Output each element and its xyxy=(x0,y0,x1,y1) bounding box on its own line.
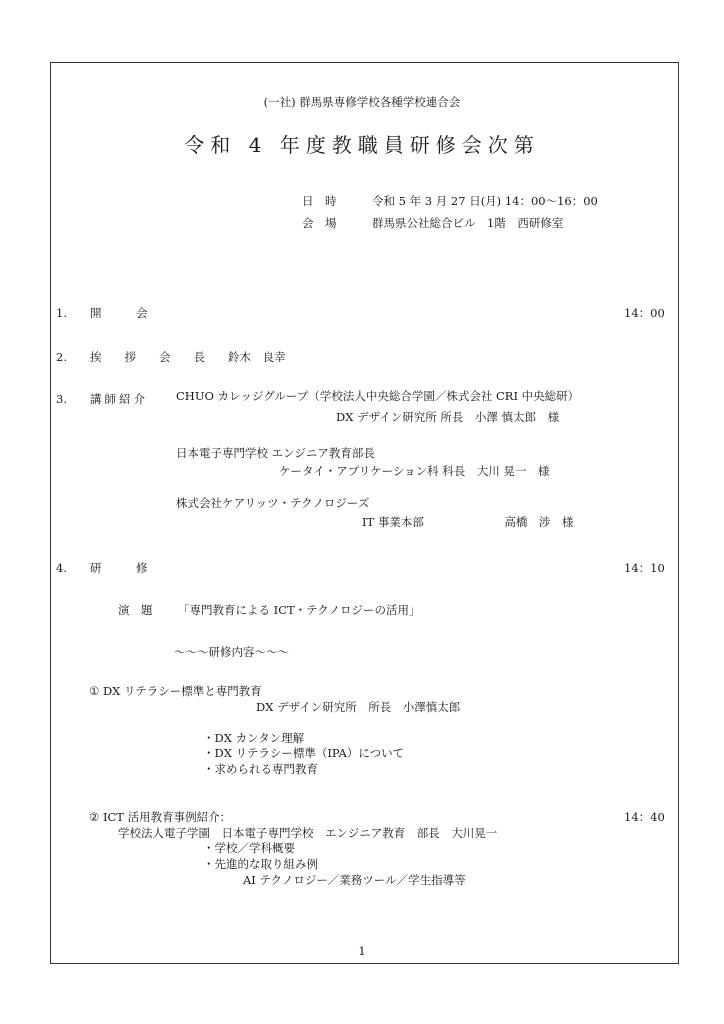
session-speaker: DX デザイン研究所 所長 小澤慎太郎 xyxy=(256,700,461,714)
agenda-label: 講師紹介 xyxy=(90,392,148,406)
agenda-label: 挨 拶 会 長 鈴木 良幸 xyxy=(90,350,286,364)
lecturer-name: IT 事業本部 高橋 涉 様 xyxy=(362,515,574,529)
agenda-time: 14：10 xyxy=(624,561,665,575)
session-bullet: ・学校／学科概要 xyxy=(203,841,295,855)
venue-label: 会 場 xyxy=(302,216,337,230)
session-title: ① DX リテラシー標準と専門教育 xyxy=(89,684,262,698)
agenda-number: 3. xyxy=(56,392,67,406)
session-bullet: ・DX リテラシー標準（IPA）について xyxy=(203,746,405,760)
lecturer-name: DX デザイン研究所 所長 小澤 慎太郎 様 xyxy=(336,410,560,424)
lecturer-affiliation: CHUO カレッジグループ（学校法人中央総合学園／株式会社 CRI 中央総研） xyxy=(176,389,580,403)
session-title: ② ICT 活用教育事例紹介： xyxy=(89,810,232,824)
agenda-label: 研 修 xyxy=(90,561,148,575)
content-heading: ～～～研修内容～～～ xyxy=(174,645,289,659)
agenda-label: 開 会 xyxy=(90,306,148,320)
session-bullet: ・求められる専門教育 xyxy=(203,762,318,776)
agenda-time: 14：00 xyxy=(624,306,665,320)
session-subitems: AI テクノロジー／業務ツール／学生指導等 xyxy=(243,873,466,887)
agenda-number: 1. xyxy=(56,306,67,320)
page-number: 1 xyxy=(358,944,366,958)
session-speaker: 学校法人電子学園 日本電子専門学校 エンジニア教育 部長 大川晃一 xyxy=(118,826,498,840)
session-time: 14：40 xyxy=(624,810,665,824)
session-bullet: ・先進的な取り組み例 xyxy=(203,857,318,871)
lecturer-name: ケータイ・アプリケーション科 科長 大川 晃一 様 xyxy=(279,464,550,478)
datetime-value: 令和 5 年 3 月 27 日(月) 14：00～16：00 xyxy=(372,194,598,208)
lecturer-affiliation: 株式会社ケアリッツ・テクノロジーズ xyxy=(176,496,370,510)
session-bullet: ・DX カンタン理解 xyxy=(203,731,305,745)
topic-label: 演 題 xyxy=(118,603,153,617)
agenda-number: 2. xyxy=(56,350,67,364)
lecturer-affiliation: 日本電子専門学校 エンジニア教育部長 xyxy=(176,446,375,460)
agenda-number: 4. xyxy=(56,561,67,575)
topic-title: 「専門教育による ICT・テクノロジーの活用」 xyxy=(178,603,421,617)
datetime-label: 日 時 xyxy=(302,194,337,208)
organization-name: (一社) 群馬県専修学校各種学校連合会 xyxy=(263,95,461,109)
page-title: 令和 4 年度教職員研修会次第 xyxy=(184,133,540,157)
venue-value: 群馬県公社総合ビル 1階 西研修室 xyxy=(372,216,564,230)
